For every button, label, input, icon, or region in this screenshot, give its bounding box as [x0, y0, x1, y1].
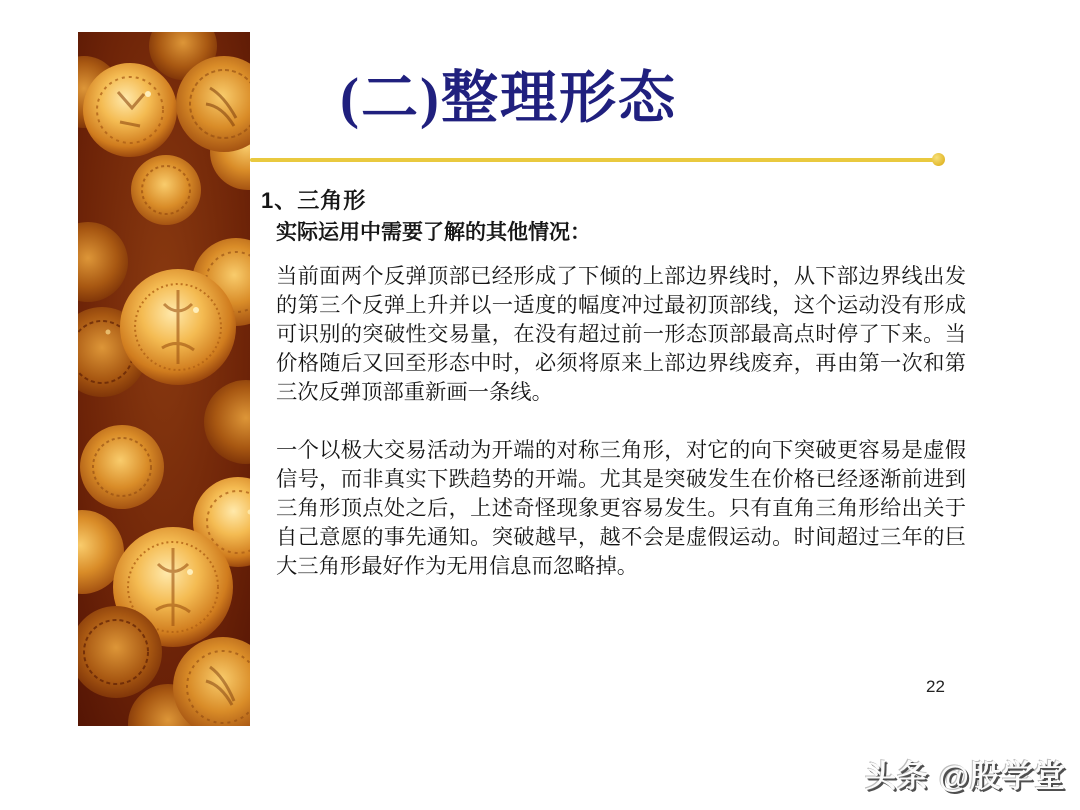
section-heading: 1、三角形: [261, 188, 367, 213]
sub-heading: 实际运用中需要了解的其他情况：: [276, 221, 591, 244]
body-text: [276, 262, 966, 610]
page-number: 22: [926, 677, 945, 696]
gold-coins-image: [78, 32, 250, 726]
paragraph-1: 当前面两个反弹顶部已经形成了下倾的上部边界线时，从下部边界线出发的第三个反弹上升并以一适度的幅度冲过最初顶部线，这个运动没有形成可识别的突破性交易量，在没有超过前一形态顶部最高点时停了下来。当价格随后又回至形态中时，必须将原来上部边界线废弃，再由第一次和第三次反弹顶部重新画一条线。: [276, 264, 966, 404]
paragraph-2: 一个以极大交易活动为开端的对称三角形，对它的向下突破更容易是虚假信号，而非真实下跌趋势的开端。尤其是突破发生在价格已经逐渐前进到三角形顶点处之后，上述奇怪现象更容易发生。只有直角三角形给出关于自己意愿的事先通知。突破越早，越不会是虚假运动。时间超过三年的巨大三角形最好作为无用信息而忽略掉。: [276, 438, 966, 578]
divider-end-dot: [932, 153, 945, 166]
page-title: (二)整理形态: [340, 67, 677, 130]
divider-rule: [250, 158, 935, 162]
watermark: 头条 @股学堂: [865, 759, 1066, 794]
